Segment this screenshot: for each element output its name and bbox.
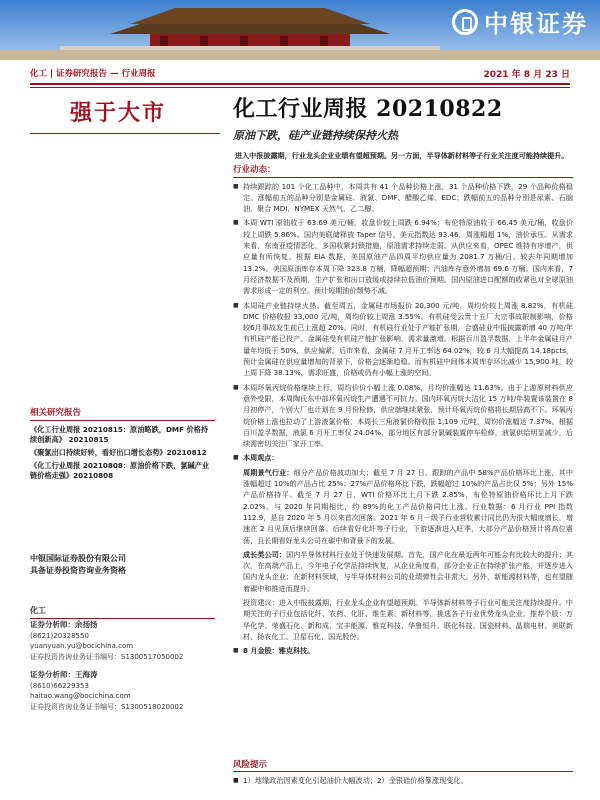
- analyst-email[interactable]: yuanyuan.yu@bocichina.com: [30, 642, 134, 650]
- view-paragraph: [233, 549, 573, 594]
- analyst-phone: (8610)66229353: [30, 681, 89, 690]
- view-text: 国内半导体材料行业处于快速发展期。首先，国产化在最近两年可能会有比较大的提升；其次，在高端产品上，今年电子化学品持续恢复，从企业角度看，部分企业正在持续扩张产能，并逐步进入国内龙头企业；在新材料领域，与半导体材料公司的业绩弹性会非常大。另外，新能源材料等，也有望随着碳中和推进而提升。: [243, 549, 574, 593]
- related-reports-title: 相关研究报告: [30, 406, 215, 421]
- rating-divider: [30, 133, 220, 134]
- risk-title: 风险提示: [233, 760, 573, 772]
- trend-paragraph: ■ 本周环氧丙烷价格继续上行，周均价价小幅上涨 0.08%，月均价涨幅达 11.63%。由于上游原材料供应意外受限，本周陶氏东中部环氧丙烷生产遭遇不可抗力。国内环氧丙烷大洁化 15 万吨/年装置该装置在 8 月初停产，个别大厂也计划在 9 月份检修，供应端继续紧张，预计环氧丙烷价格将长期居高不下。环氧丙烷价格上涨也拉动了上游液氯价格，本周长三角液氯价格收报 1,109 元/吨，周均价涨幅达 7.37%。根据百川盈孚数据，液氯 6 月开工率仅 24.04%，部分地区有部分氯碱装置停车检修，液氯供给明显减少，后续需密切关注厂家开工率。: [233, 382, 573, 450]
- report-title: 化工行业周报 20210822: [233, 96, 503, 122]
- view-label: 周期景气行业：: [243, 467, 294, 477]
- analyst-card: [30, 670, 215, 712]
- breadcrumb: 化工 | 证券研究报告 — 行业周报: [30, 69, 156, 79]
- report-body: [233, 150, 573, 659]
- view-label: 成长类公司：: [243, 549, 287, 559]
- trend-paragraph: ■ 持续跟踪的 101 个化工品种中，本周共有 41 个品种价格上涨，31 个品种价格下跌，29 个品种价格稳定。涨幅前五的品种分别是金属硅、液氯、DMF、醋酸乙烯、EDC；跌幅前五的品种分别是尿素、石脑油、聚合 MDI、NYMEX 天然气、乙二醇。: [233, 181, 573, 215]
- analyst-name: 证券分析师：余扬扬: [30, 620, 98, 629]
- risk-text: ■ 1）地缘政治因素变化引起油价大幅波动；2）金银硅价格暴涨现变化。: [233, 775, 573, 786]
- logo-text: 中银证券: [484, 9, 588, 38]
- related-reports: [30, 406, 215, 484]
- analyst-name: 证券分析师：王海涛: [30, 670, 98, 679]
- header-divider: [30, 83, 570, 85]
- view-text: 投资建议：进入中报披露期，行业龙头企业有望超预期。半导体新材料等子行业可能关注度持续提升。中期关注的子行业包括化纤、农药、化肝、维生素、新材料等，挑选各子行业优势龙头企业。推荐个股：万华化学、荣盛石化、新和成、宝丰能源、雅克科技、华鲁恒升、联化科技、国瓷材料、晶瑞电材、美联新材、扬农化工、卫星石化、国光股份。: [243, 597, 573, 641]
- view-paragraph: [233, 597, 573, 642]
- analyst-cert: 证券投资咨询业务证书编号：S1300517050002: [30, 652, 184, 661]
- company-logo: [452, 4, 588, 39]
- related-report-item[interactable]: 《化工行业周报 20210815：原油略跌，DMF 价格持续创新高》 20210815: [30, 425, 209, 444]
- related-report-item[interactable]: 《化工行业周报 20210808：原油价格下跌，氯碱产业链价格走强》20210808: [30, 461, 210, 480]
- analyst-email[interactable]: haitao.wang@bocichina.com: [30, 692, 131, 700]
- company-qualification: 中银国际证券股份有限公司 具备证券投资咨询业务资格: [30, 554, 126, 575]
- view-text: 细分产品价格波动加大；截至 7 月 27 日，跟踪的产品中 58%产品价格环比上涨，其中涨幅超过 10%的产品占比 25%；27%产品价格环比下跌，跌幅超过 10%的产品占比仅 5%；另外 15%产品价格持平。截至 7 月 27 日，WTI 价格环比上月下跌 2.85%，布伦特原油价格环比上月下跌 2.02%。与 2020 年同期相比，约 89%的化工产品价格同比上涨。行业数据：6 月行业 PPI 指数 112.9，是自 2020 年 5 月以来首次回落。2021 年 6 月一级子行业营收累计同比仍为很大幅度增长，增速在 2 月见顶后继续回落。后续看好化纤等子行业，下游逐渐进入旺季，大部分产品价格预计将高位震荡，且长期看好龙头公司在碳中和背景下的发展。: [243, 467, 573, 545]
- related-report-item[interactable]: 《聚氯出口持续好转，看好出口增长态势》20210812: [30, 448, 207, 457]
- analyst-phone: (8621)20328550: [30, 631, 89, 640]
- header-banner: [0, 0, 600, 60]
- risk-section: [233, 760, 573, 786]
- header-divider-thin: [30, 87, 570, 88]
- sector-label: 化工: [30, 605, 215, 619]
- view-paragraph: [233, 467, 573, 546]
- lead-summary: 进入中报披露期，行业龙头企业业绩有望超预期。另一方面，半导体新材料等子行业关注度可能持续提升。: [235, 151, 569, 160]
- rating-label: 强于大市: [70, 100, 167, 126]
- analyst-card: [30, 620, 215, 662]
- report-subtitle: 原油下跌，硅产业链持续保持火热: [233, 129, 398, 142]
- monthly-pick: ■ 8 月金股：雅克科技。: [233, 645, 573, 656]
- section-weekly-views: ■ 本周观点：: [233, 452, 573, 463]
- analyst-cert: 证券投资咨询业务证书编号：S1300518020002: [30, 702, 184, 711]
- report-date: 2021 年 8 月 23 日: [483, 69, 570, 80]
- section-industry-trends: 行业动态：: [233, 165, 573, 177]
- trend-paragraph: ■ 本周 WTI 原油收于 63.69 美元/桶，收盘价较上周跌 6.94%；布伦特原油收于 66.45 美元/桶，收盘价较上周跌 5.86%。国内美联储释放 Taper 信号，美元指数达 93.46，周涨幅超 1%，油价承压。从需求来看，东南亚疫情恶化，多国收紧封锁措施，原油需求持续走弱。从供应来看，OPEC 维持有序增产，供应量有所恢复。根据 EIA 数据，美国原油产品四周平均供应量为 2081.7 万桶/日，较去年同期增加 13.2%。美国原油库存本周下降 323.8 万桶，降幅超预期；汽油库存意外增加 69.6 万桶。国内来看，7 月经济数据不及预期，生产扩张和出口放缓或持续拉低油价预期。国内原油进口配额的收紧也对全球原油需求形成一定的利空。预计短期油价颓势不减。: [233, 217, 573, 296]
- trend-paragraph: ■ 本周硅产业链持续火热。截至周五，金属硅市场报价 20,300 元/吨，周均价较上周涨 8.82%，有机硅 DMC 价格收报 33,000 元/吨，周均价较上周涨 3.55%。有机硅受云贵十五厂大宗事故限制影响，价格较6月事故发生前已上涨超 20%。同时，有机硅行业处于产能扩张期，合盛硅业中报披露新增 40 万吨/年有机硅产能已投产。金属硅受有机硅产能扩张影响，需求量激增。根据百川盈孚数据，上半年金属硅月产量年均低于 50%，供应偏紧。后市来看，金属硅 7 月开工率达 64.02%，较 6 月大幅提高 14.18pcts，预计金属硅在供应量增加的背景下，价格会逐渐趋稳。而有机硅中间体本周库存环比减少 15,900 吨，较上周下降 38.13%，需求旺盛，价格或仍有小幅上涨的空间。: [233, 300, 573, 379]
- bank-logo-icon: [452, 9, 478, 35]
- report-header: [30, 64, 570, 82]
